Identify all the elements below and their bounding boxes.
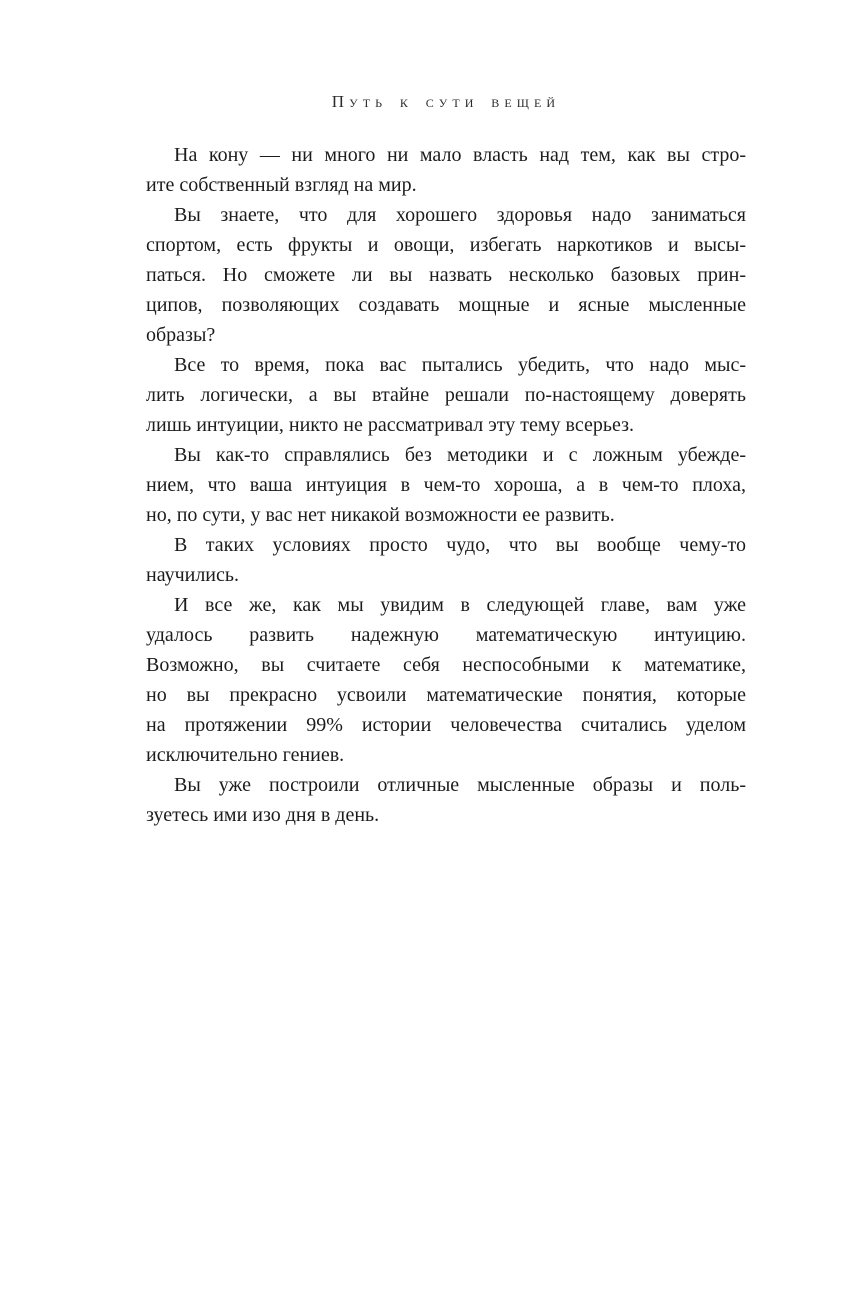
paragraph-line: образы? bbox=[146, 324, 216, 346]
paragraph bbox=[146, 530, 746, 590]
paragraph-line: ите собственный взгляд на мир. bbox=[146, 174, 417, 196]
paragraph bbox=[146, 770, 746, 830]
paragraph-line: но, по сути, у вас нет никакой возможности ее развить. bbox=[146, 504, 615, 526]
paragraph-line: ципов, позволяющих создавать мощные и ясные мысленные bbox=[146, 294, 746, 316]
paragraph-line: Возможно, вы считаете себя неспособными к математике, bbox=[146, 654, 746, 676]
paragraph bbox=[146, 440, 746, 530]
paragraph bbox=[146, 590, 746, 770]
paragraph-line: паться. Но сможете ли вы назвать несколько базовых прин- bbox=[146, 264, 746, 286]
paragraph-line: В таких условиях просто чудо, что вы вообще чему-то bbox=[174, 534, 746, 556]
paragraph-line: зуетесь ими изо дня в день. bbox=[146, 804, 380, 826]
paragraph-line: Вы знаете, что для хорошего здоровья надо заниматься bbox=[174, 204, 746, 226]
paragraph-line: научились. bbox=[146, 564, 240, 586]
paragraph-line: И все же, как мы увидим в следующей главе, вам уже bbox=[174, 594, 746, 616]
paragraph-line: Вы как-то справлялись без методики и с ложным убежде- bbox=[174, 444, 746, 466]
running-head bbox=[146, 92, 746, 112]
body-text bbox=[146, 140, 746, 830]
paragraph-line: исключительно гениев. bbox=[146, 744, 345, 766]
paragraph-line: Вы уже построили отличные мысленные образы и поль- bbox=[174, 774, 746, 796]
paragraph-line: нием, что ваша интуиция в чем-то хороша, а в чем-то плоха, bbox=[146, 474, 746, 496]
paragraph bbox=[146, 140, 746, 200]
paragraph-line: лишь интуиции, никто не рассматривал эту тему всерьез. bbox=[146, 414, 635, 436]
paragraph-line: удалось развить надежную математическую интуицию. bbox=[146, 624, 746, 646]
chapter-title: Путь к сути вещей bbox=[331, 92, 561, 111]
paragraph-line: На кону — ни много ни мало власть над тем, как вы стро- bbox=[174, 144, 746, 166]
paragraph-line: Все то время, пока вас пытались убедить, что надо мыс- bbox=[174, 354, 746, 376]
paragraph-line: но вы прекрасно усвоили математические понятия, которые bbox=[146, 684, 746, 706]
paragraph-line: лить логически, а вы втайне решали по-настоящему доверять bbox=[146, 384, 746, 406]
paragraph bbox=[146, 200, 746, 350]
paragraph bbox=[146, 350, 746, 440]
paragraph-line: на протяжении 99% истории человечества считались уделом bbox=[146, 714, 746, 736]
paragraph-line: спортом, есть фрукты и овощи, избегать наркотиков и высы- bbox=[146, 234, 746, 256]
